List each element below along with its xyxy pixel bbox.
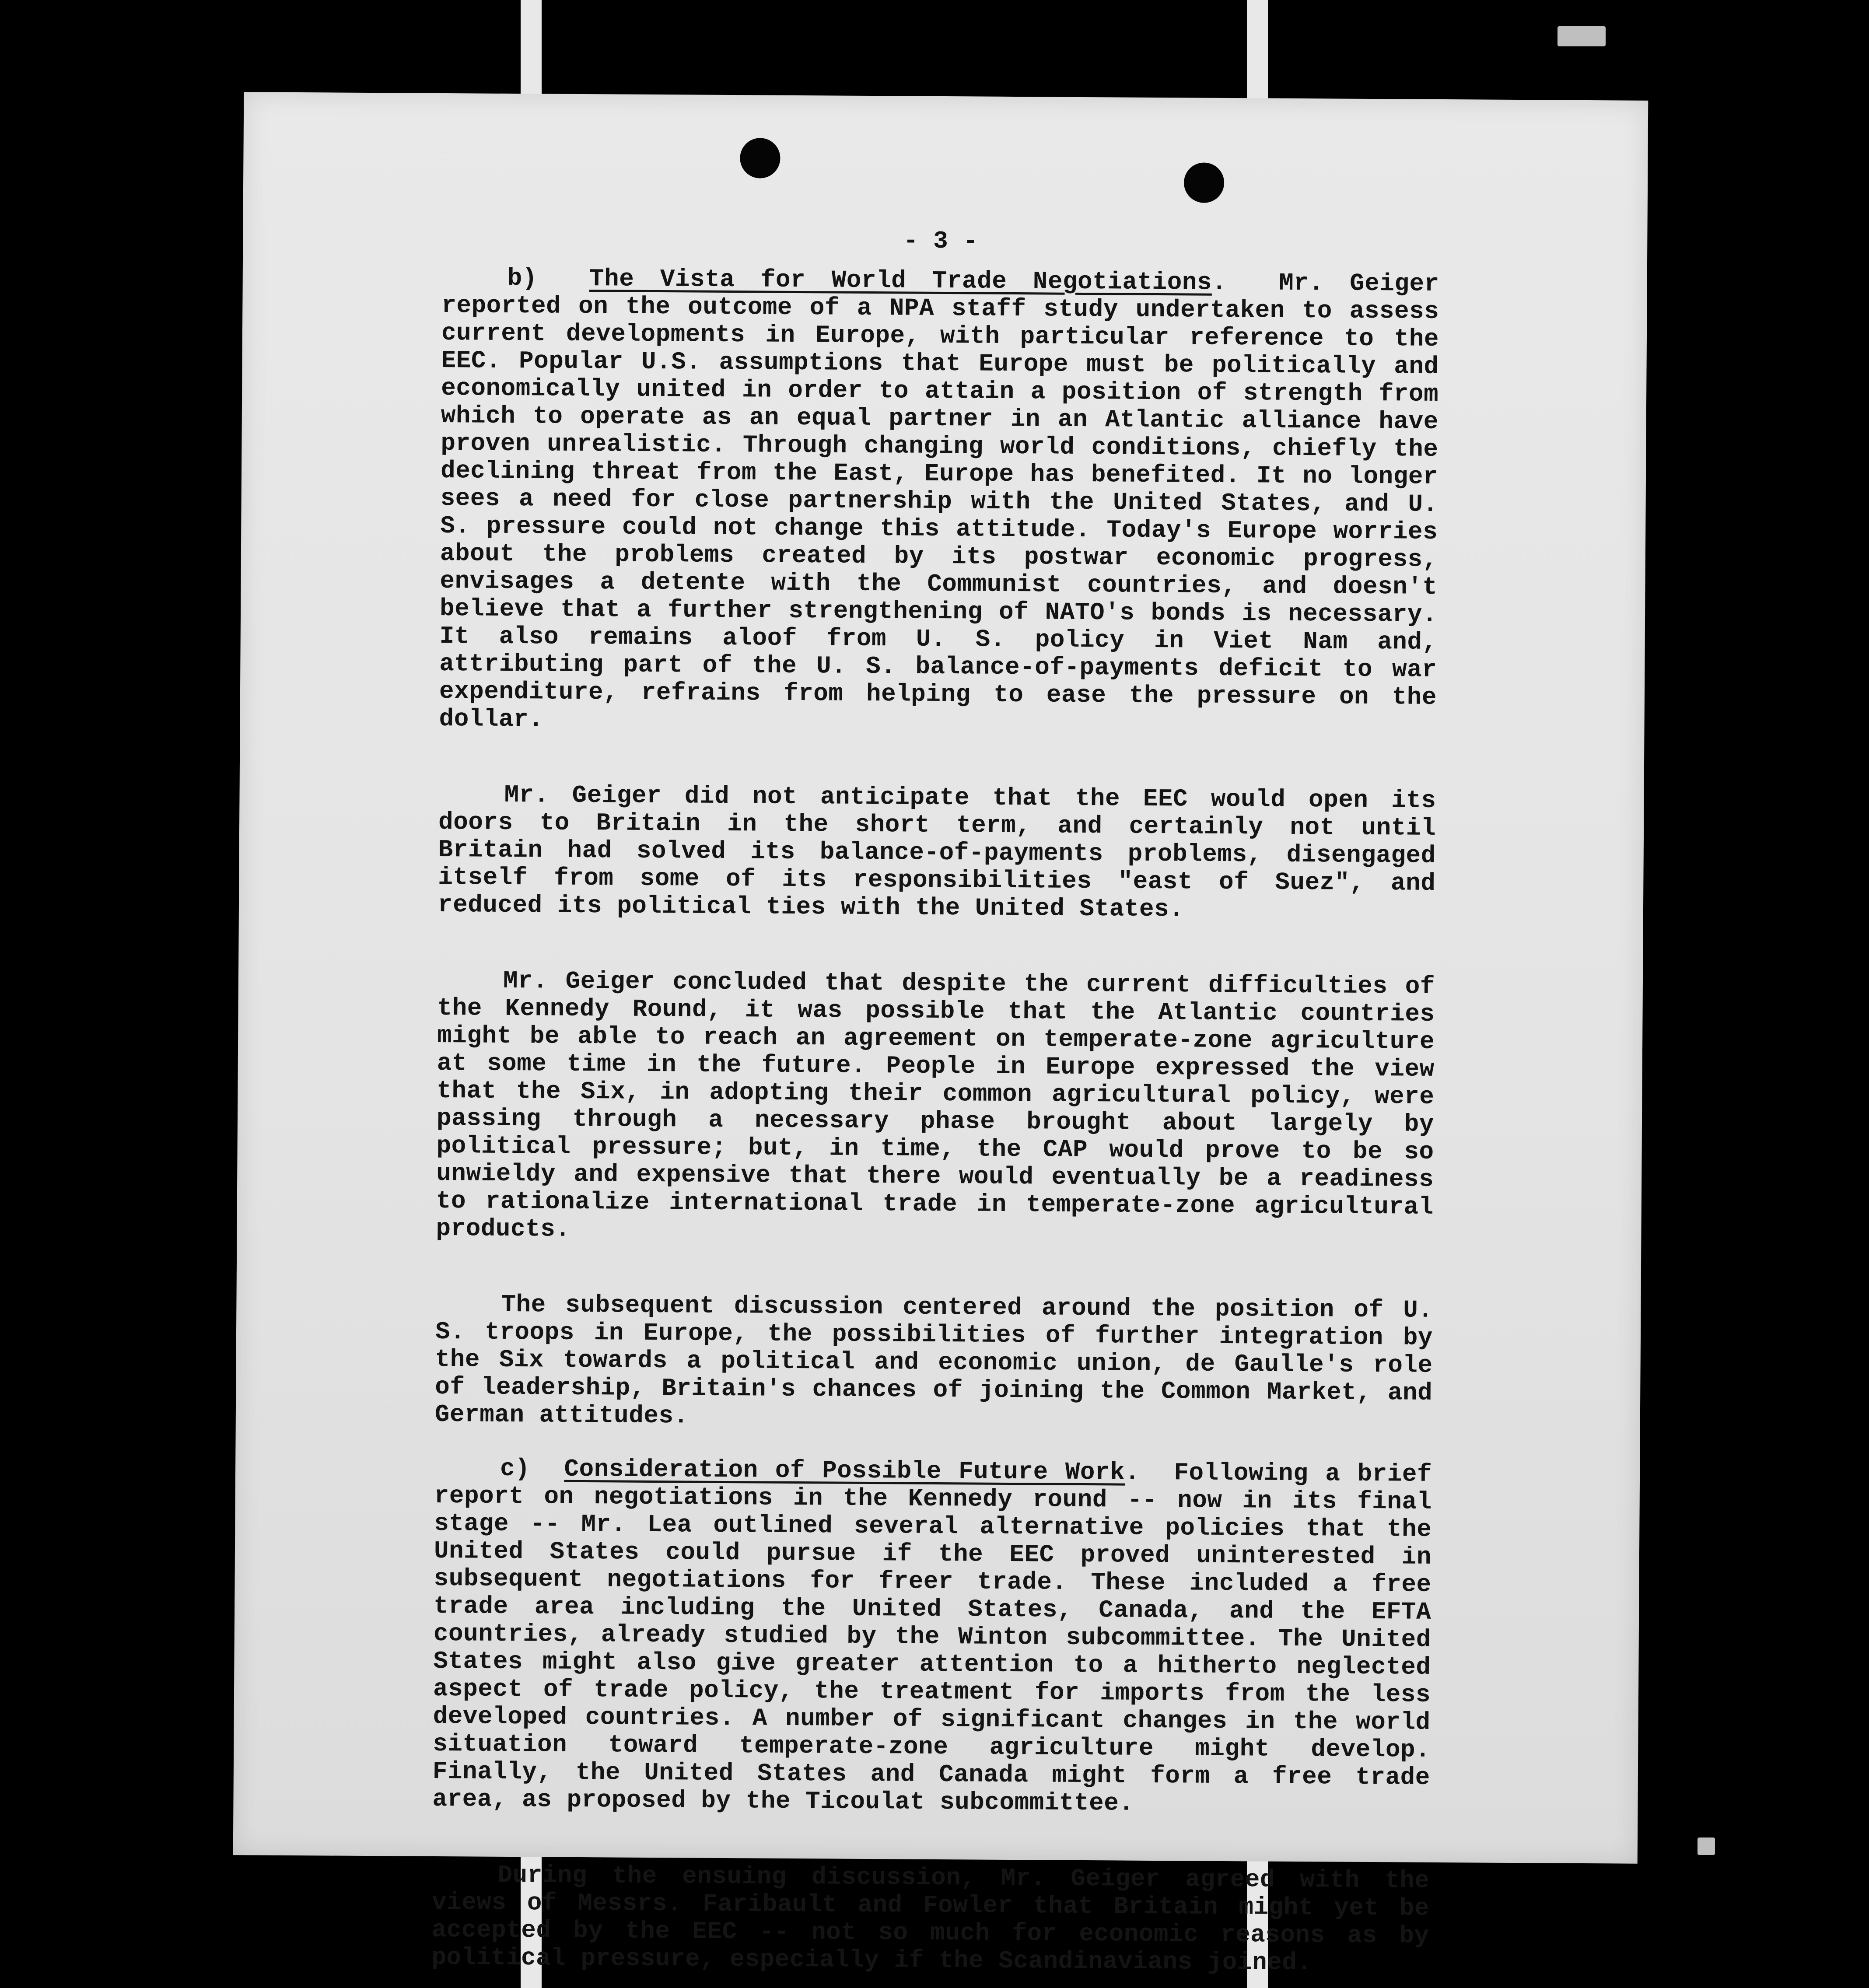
section-b-paragraph-2: Mr. Geiger did not anticipate that the EEC would open its doors to Britain in the short term, and certainly not until Britain had solved its balance-of-payments problems, disengaged itself from some of its responsibilities "east of Suez", and reduced its political ties with the United States. [438,780,1436,924]
film-sprocket-mark [1698,1838,1715,1855]
section-b-paragraph-1: b) The Vista for World Trade Negotiations. Mr. Geiger reported on the outcome of a NPA staff study undertaken to assess current developments in Europe, with particular reference to the EEC. Popular U.S. assumptions that Europe must be politically and economically united in order to attain a position of strength from which to operate as an equal partner in an Atlantic alliance have proven unrealistic. Through changing world conditions, chiefly the declining threat from the East, Europe has benefited. It no longer sees a need for close partnership with the United States, and U. S. pressure could not change this attitude. Today's Europe worries about the problems created by its postwar economic progress, envisages a detente with the Communist countries, and doesn't believe that a further strengthening of NATO's bonds is necessary. It also remains aloof from U. S. policy in Viet Nam and, attributing part of the U. S. balance-of-payments deficit to war expenditure, refrains from helping to ease the pressure on the dollar. [439,264,1439,734]
section-c-paragraph-1: c) Consideration of Possible Future Work. Following a brief report on negotiations in the Kennedy round -- now in its final stage -- Mr. Lea outlined several alternative policies that the United States could pursue if the EEC proved uninterested in subsequent negotiations for freer trade. These included a free trade area including the United States, Canada, and the EFTA countries, already studied by the Winton subcommittee. The United States might also give greater attention to a hitherto neglected aspect of trade policy, the treatment for imports from the less developed countries. A number of significant changes in the world situation toward temperate-zone agriculture might develop. Finally, the United States and Canada might form a free trade area, as proposed by the Ticoulat subcommittee. [432,1454,1432,1817]
section-b-paragraph-3: Mr. Geiger concluded that despite the current difficulties of the Kennedy Round, it was possible that the Atlantic countries might be able to reach an agreement on temperate-zone agriculture at some time in the future. People in Europe expressed the view that the Six, in adopting their common agricultural policy, were passing through a necessary phase brought about largely by political pressure; but, in time, the CAP would prove to be so unwieldy and expensive that there would eventually be a readiness to rationalize international trade in temperate-zone agricultural products. [436,966,1435,1243]
page-number: - 3 - [903,227,978,256]
section-b-heading: The Vista for World Trade Negotiations [589,265,1212,297]
section-b-label: b) [507,264,538,293]
section-b-paragraph-4: The subsequent discussion centered around the position of U. S. troops in Europe, the possibilities of further integration by the Six towards a political and economic union, de Gaulle's role of leadership, Britain's chances of joining the Common Market, and German attitudes. [434,1290,1433,1430]
punch-hole [1184,162,1225,203]
document-page [233,92,1648,1977]
section-c-paragraph-2: During the ensuing discussion, Mr. Geiger agreed with the views of Messrs. Faribault and Fowler that Britain might yet be accepted by the EEC -- not so much for economic reasons as by political pressure, especially if the Scandinavians joined. [431,1861,1430,1977]
document-body [431,224,1439,1978]
punch-hole [740,138,780,178]
section-c-text: Following a brief report on negotiations in the Kennedy round -- now in its final stage -- Mr. Lea outlined several alternative policies that the United States could pursue if the EEC proved uninterested in subsequent negotiations for freer trade. These included a free trade area including the United States, Canada, and the EFTA countries, already studied by the Winton subcommittee. The United States might also give greater attention to a hitherto neglected aspect of trade policy, the treatment for imports from the less developed countries. A number of significant changes in the world situation toward temperate-zone agriculture might develop. Finally, the United States and Canada might form a free trade area, as proposed by the Ticoulat subcommittee. [432,1459,1432,1817]
section-b-text: Mr. Geiger reported on the outcome of a NPA staff study undertaken to assess current developments in Europe, with particular reference to the EEC. Popular U.S. assumptions that Europe must be politically and economically united in order to attain a position of strength from which to operate as an equal partner in an Atlantic alliance have proven unrealistic. Through changing world conditions, chiefly the declining threat from the East, Europe has benefited. It no longer sees a need for close partnership with the United States, and U. S. pressure could not change this attitude. Today's Europe worries about the problems created by its postwar economic progress, envisages a detente with the Communist countries, and doesn't believe that a further strengthening of NATO's bonds is necessary. It also remains aloof from U. S. policy in Viet Nam and, attributing part of the U. S. balance-of-payments deficit to war expenditure, refrains from helping to ease the pressure on the dollar. [439,269,1439,734]
section-c-heading: Consideration of Possible Future Work [564,1455,1125,1487]
film-sprocket-mark [1558,26,1606,46]
section-c-label: c) [500,1454,530,1483]
